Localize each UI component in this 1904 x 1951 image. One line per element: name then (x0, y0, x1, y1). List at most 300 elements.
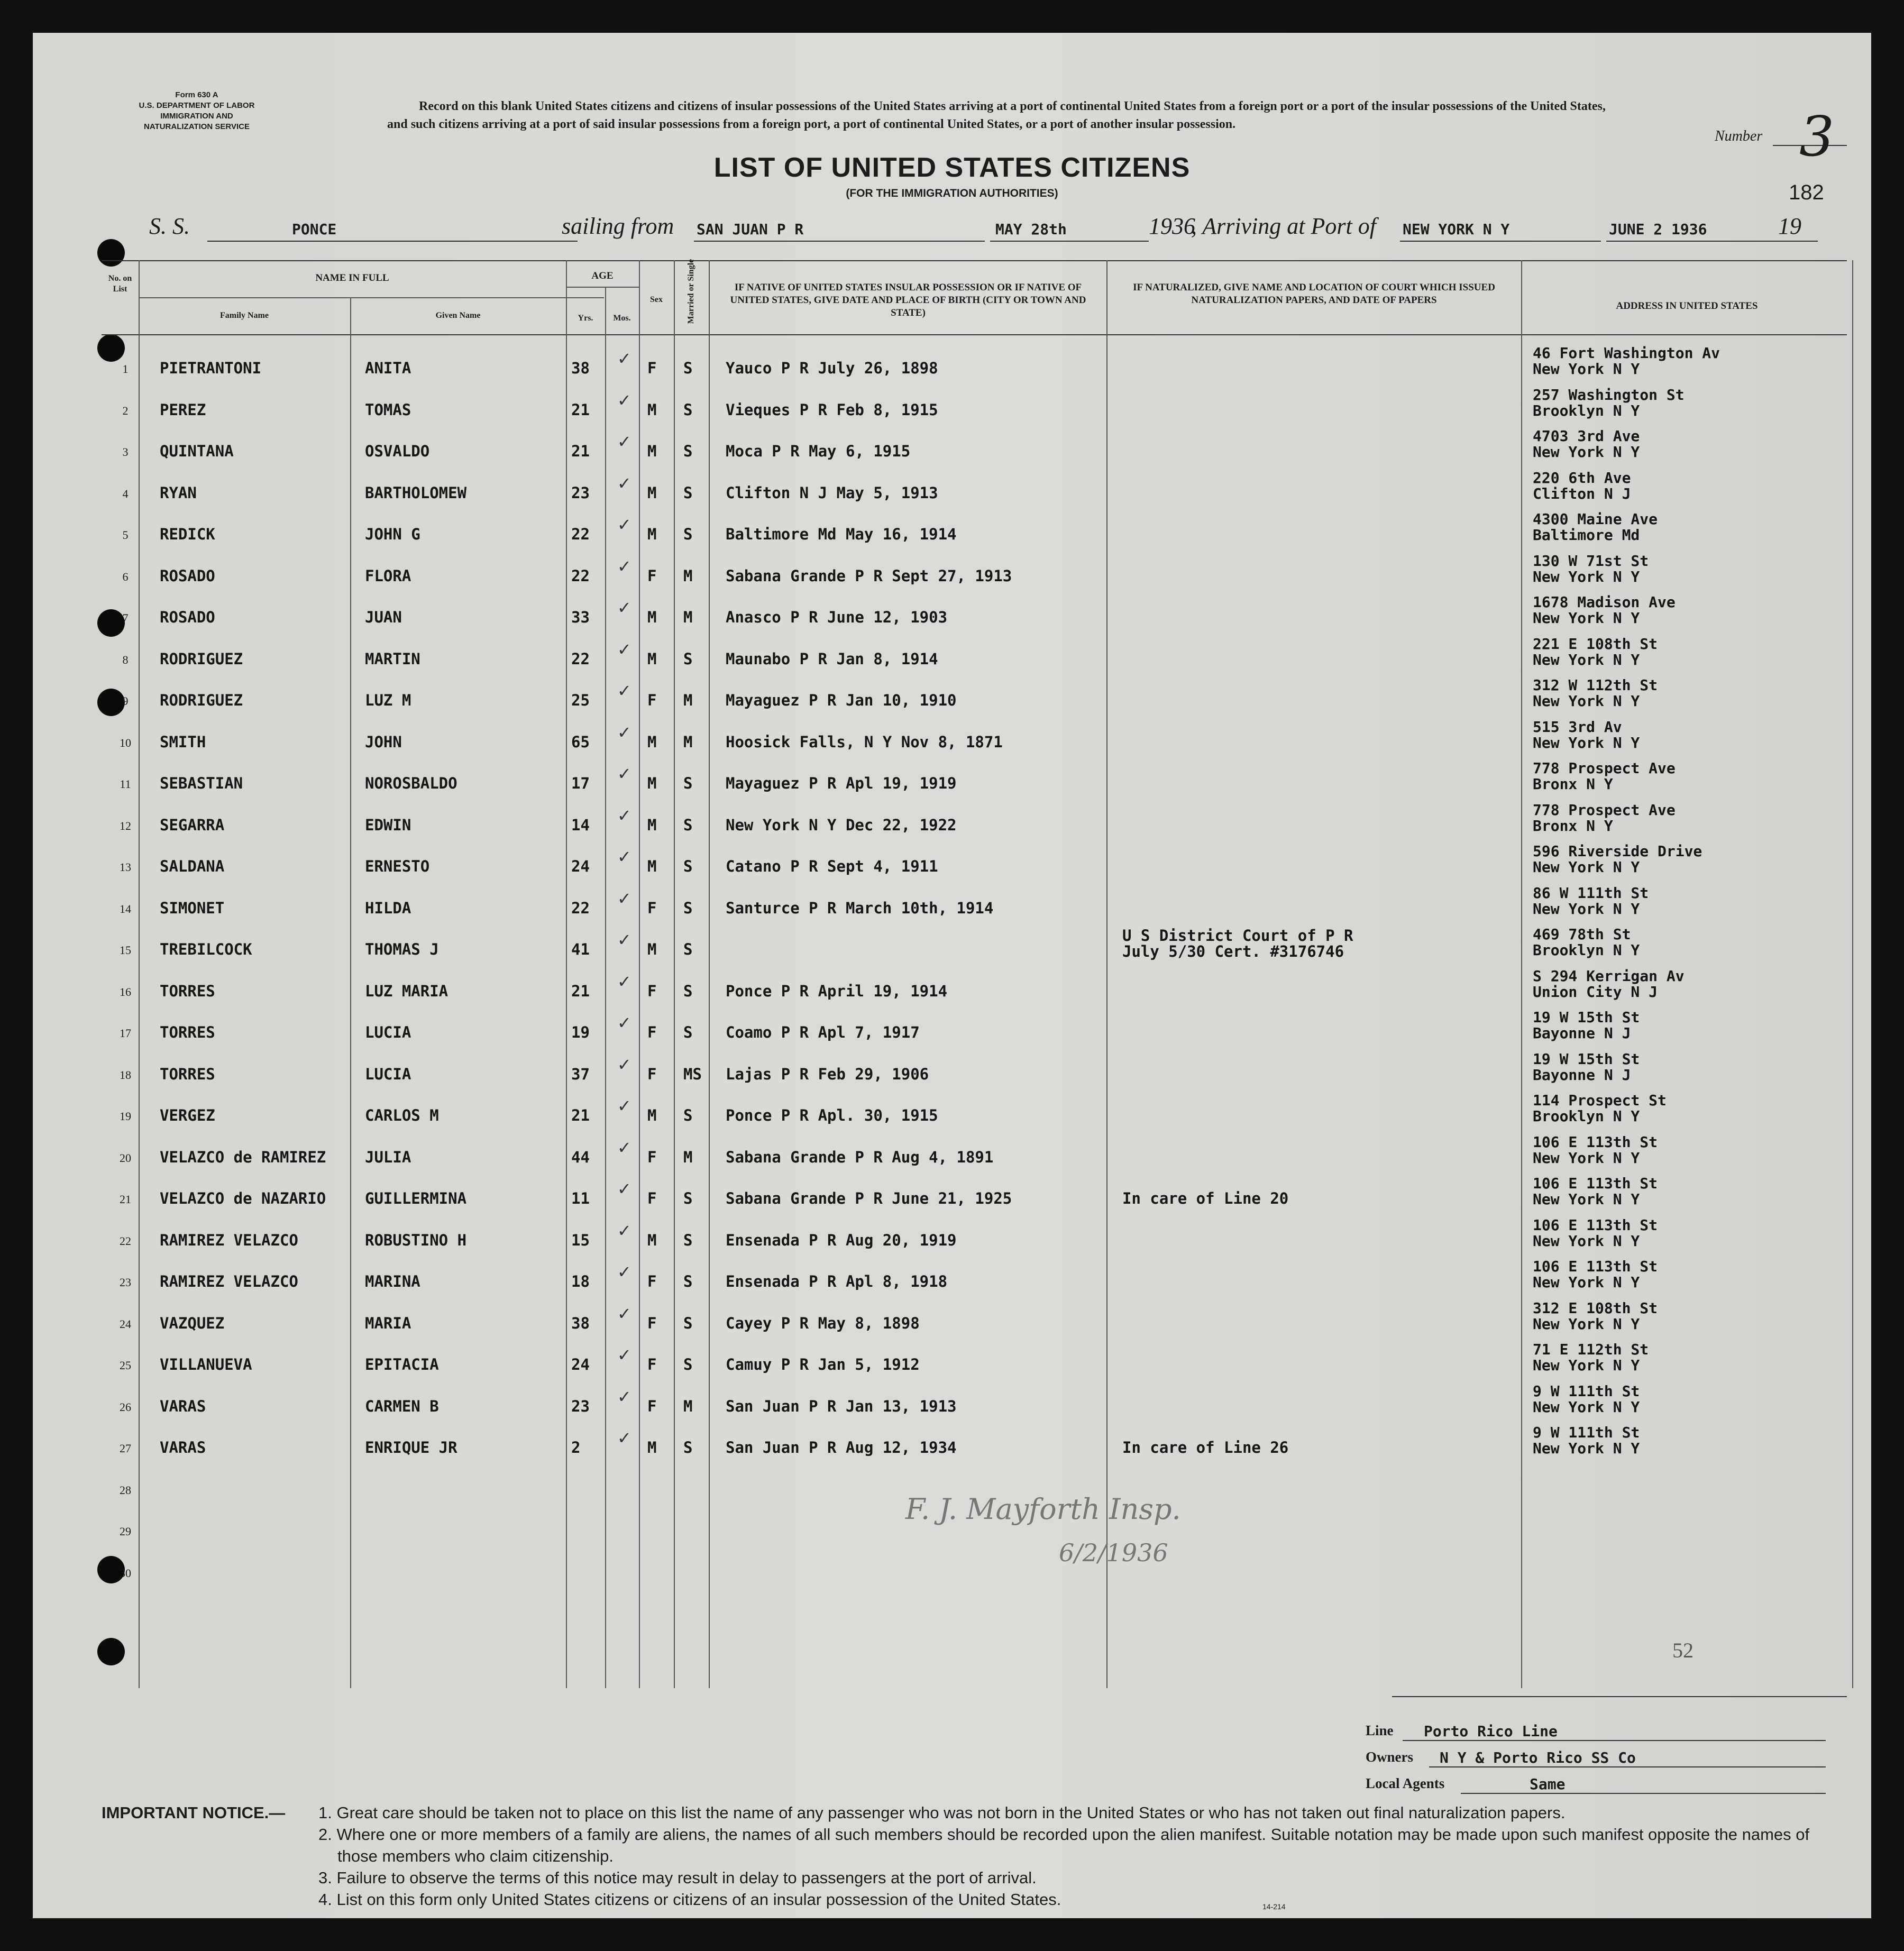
address-line-1: 130 W 71st St (1533, 552, 1649, 570)
age-years: 22 (571, 567, 590, 585)
arrival-port: NEW YORK N Y (1403, 221, 1510, 238)
birth-info: Santurce P R March 10th, 1914 (726, 899, 994, 917)
marital-status: S (683, 359, 693, 377)
intro-text: Record on this blank United States citizens and citizens of insular possessions of the United States arriving at a port of continental United States from a foreign port or a port of the insular possessions of the United States, and such citizens arriving at a port of said insular possessions from a foreign port, a port of continental United States, or a port of another insular possession. (387, 99, 1606, 131)
address-line-2: Brooklyn N Y (1533, 941, 1640, 959)
row-number: 29 (120, 1525, 131, 1538)
family-name: REDICK (160, 525, 215, 543)
check-mark-icon: ✓ (617, 1221, 631, 1241)
row-number: 30 (120, 1567, 131, 1580)
family-name: RAMIREZ VELAZCO (160, 1272, 298, 1290)
arriving-label: , Arriving at Port of (1191, 213, 1376, 239)
family-name: ROSADO (160, 608, 215, 626)
address-line-2: Bayonne N J (1533, 1066, 1631, 1084)
address-line-1: 1678 Madison Ave (1533, 593, 1676, 611)
age-years: 22 (571, 650, 590, 668)
notice-item: 2. Where one or more members of a family are aliens, the names of all such members should be recorded upon the alien manifest. Suitable notation may be made upon such manifest opposite the names of those members who claim citizenship. (318, 1825, 1810, 1865)
sex: M (647, 940, 657, 958)
address-line-2: New York N Y (1533, 692, 1640, 710)
address-line-1: 596 Riverside Drive (1533, 842, 1702, 860)
year-suffix: 19 (1778, 213, 1801, 239)
marital-status: S (683, 1314, 693, 1332)
sex: F (647, 1355, 657, 1373)
marital-status: S (683, 940, 693, 958)
stamp-number: 52 (1672, 1638, 1694, 1662)
notice-item: 3. Failure to observe the terms of this notice may result in delay to passengers at the port of arrival. (318, 1868, 1037, 1887)
binder-hole (97, 1638, 125, 1665)
agents-label: Local Agents (1366, 1775, 1445, 1791)
address-line-2: New York N Y (1533, 858, 1640, 876)
sex: F (647, 1397, 657, 1415)
row-number: 22 (120, 1234, 131, 1248)
address-line-1: 312 E 108th St (1533, 1299, 1658, 1317)
check-mark-icon: ✓ (617, 390, 631, 410)
col-no: No. on List (108, 274, 132, 294)
form-code: 14-214 (1262, 1902, 1286, 1911)
given-name: FLORA (365, 567, 411, 585)
page-title: LIST OF UNITED STATES CITIZENS (713, 152, 1191, 183)
address-line-1: 114 Prospect St (1533, 1092, 1667, 1109)
family-name: VARAS (160, 1397, 206, 1415)
marital-status: S (683, 650, 693, 668)
birth-info: Baltimore Md May 16, 1914 (726, 525, 957, 543)
binder-hole (97, 239, 125, 267)
address-line-1: 220 6th Ave (1533, 469, 1631, 487)
given-name: LUZ MARIA (365, 982, 448, 1000)
row-number: 1 (122, 362, 129, 375)
family-name: TORRES (160, 982, 215, 1000)
given-name: NOROSBALDO (365, 774, 457, 792)
sailing-date: MAY 28th (995, 221, 1067, 238)
row-number: 10 (120, 736, 131, 749)
sex: M (647, 1106, 657, 1124)
address-line-2: New York N Y (1533, 1315, 1640, 1333)
marital-status: S (683, 899, 693, 917)
check-mark-icon: ✓ (617, 1138, 631, 1158)
sex: M (647, 484, 657, 502)
address-line-1: 46 Fort Washington Av (1533, 344, 1720, 362)
birth-info: Catano P R Sept 4, 1911 (726, 857, 938, 875)
arrival-date: JUNE 2 1936 (1609, 221, 1707, 238)
marital-status: M (683, 567, 693, 585)
row-number: 6 (122, 570, 129, 583)
check-mark-icon: ✓ (617, 805, 631, 826)
address-line-2: Bayonne N J (1533, 1024, 1631, 1042)
age-years: 24 (571, 857, 590, 875)
sex: M (647, 816, 657, 834)
address-line-1: 4300 Maine Ave (1533, 510, 1658, 528)
address-line-1: 106 E 113th St (1533, 1133, 1658, 1151)
check-mark-icon: ✓ (617, 972, 631, 992)
address-line-2: Brooklyn N Y (1533, 1107, 1640, 1125)
given-name: MARTIN (365, 650, 420, 668)
age-years: 33 (571, 608, 590, 626)
address-line-2: New York N Y (1533, 734, 1640, 752)
given-name: ENRIQUE JR (365, 1439, 457, 1457)
family-name: VERGEZ (160, 1106, 215, 1124)
given-name: LUCIA (365, 1023, 411, 1041)
row-number: 17 (120, 1027, 131, 1040)
row-number: 18 (120, 1068, 131, 1082)
marital-status: M (683, 691, 693, 709)
age-years: 14 (571, 816, 590, 834)
check-mark-icon: ✓ (617, 598, 631, 618)
family-name: RODRIGUEZ (160, 650, 243, 668)
sex: F (647, 359, 657, 377)
address-line-1: 9 W 111th St (1533, 1424, 1640, 1441)
marital-status: M (683, 733, 693, 751)
number-label: Number (1715, 128, 1763, 144)
given-name: TOMAS (365, 401, 411, 419)
age-years: 25 (571, 691, 590, 709)
marital-status: S (683, 525, 693, 543)
family-name: TORRES (160, 1023, 215, 1041)
address-line-1: 469 78th St (1533, 926, 1631, 943)
given-name: GUILLERMINA (365, 1189, 467, 1207)
sailing-year: 1936 (1149, 213, 1195, 239)
check-mark-icon: ✓ (617, 1013, 631, 1033)
row-number: 2 (122, 404, 129, 417)
birth-info: Clifton N J May 5, 1913 (726, 484, 938, 502)
row-number: 14 (120, 902, 131, 915)
family-name: ROSADO (160, 567, 215, 585)
given-name: BARTHOLOMEW (365, 484, 467, 502)
birth-info: New York N Y Dec 22, 1922 (726, 816, 957, 834)
birth-info: San Juan P R Aug 12, 1934 (726, 1439, 957, 1457)
sex: F (647, 1148, 657, 1166)
family-name: RYAN (160, 484, 197, 502)
address-line-2: New York N Y (1533, 609, 1640, 627)
sex: F (647, 982, 657, 1000)
row-number: 16 (120, 985, 131, 999)
sex: M (647, 857, 657, 875)
notice-items (318, 1802, 1831, 1910)
svg-text:6/2/1936: 6/2/1936 (1059, 1538, 1168, 1567)
check-mark-icon: ✓ (617, 764, 631, 784)
family-name: RAMIREZ VELAZCO (160, 1231, 298, 1249)
address-line-2: New York N Y (1533, 360, 1640, 378)
address-line-1: S 294 Kerrigan Av (1533, 967, 1685, 985)
check-mark-icon: ✓ (617, 1055, 631, 1075)
marital-status: S (683, 1231, 693, 1249)
given-name: JUAN (365, 608, 402, 626)
address-line-1: 19 W 15th St (1533, 1050, 1640, 1068)
family-name: PIETRANTONI (160, 359, 262, 377)
check-mark-icon: ✓ (617, 847, 631, 867)
birth-info: Sabana Grande P R Aug 4, 1891 (726, 1148, 994, 1166)
given-name: ERNESTO (365, 857, 430, 875)
birth-info: Yauco P R July 26, 1898 (726, 359, 938, 377)
given-name: EPITACIA (365, 1355, 439, 1373)
naturalization-info: U S District Court of P R (1122, 927, 1353, 945)
given-name: LUCIA (365, 1065, 411, 1083)
given-name: MARINA (365, 1272, 420, 1290)
col-married-single: Married or Single (686, 259, 695, 324)
sex: F (647, 1189, 657, 1207)
row-number: 24 (120, 1317, 131, 1331)
birth-info: Moca P R May 6, 1915 (726, 442, 911, 460)
birth-info: Mayaguez P R Apl 19, 1919 (726, 774, 957, 792)
age-years: 38 (571, 1314, 590, 1332)
number-value: 3 (1799, 104, 1835, 169)
sex: F (647, 1023, 657, 1041)
marital-status: S (683, 401, 693, 419)
check-mark-icon: ✓ (617, 722, 631, 743)
inspector-signature (900, 1482, 1196, 1577)
row-number: 12 (120, 819, 131, 832)
address-line-1: 221 E 108th St (1533, 635, 1658, 653)
family-name: VELAZCO de NAZARIO (160, 1189, 326, 1207)
sex: M (647, 1439, 657, 1457)
birth-info: Coamo P R Apl 7, 1917 (726, 1023, 920, 1041)
check-mark-icon: ✓ (617, 473, 631, 493)
address-line-2: New York N Y (1533, 1190, 1640, 1208)
address-line-2: Bronx N Y (1533, 817, 1613, 835)
address-line-2: Brooklyn N Y (1533, 402, 1640, 419)
col-family-name: Family Name (220, 311, 269, 320)
table-top-border (102, 260, 1847, 261)
address-line-2: New York N Y (1533, 1440, 1640, 1457)
birth-info: Vieques P R Feb 8, 1915 (726, 401, 938, 419)
row-number: 15 (120, 944, 131, 957)
marital-status: S (683, 1272, 693, 1290)
check-mark-icon: ✓ (617, 681, 631, 701)
address-line-2: New York N Y (1533, 1274, 1640, 1291)
row-number: 25 (120, 1359, 131, 1372)
row-number: 7 (122, 611, 129, 625)
sailing-label: sailing from (562, 213, 674, 239)
sailing-from: SAN JUAN P R (697, 221, 804, 238)
family-name: VELAZCO de RAMIREZ (160, 1148, 326, 1166)
row-number: 28 (120, 1483, 131, 1497)
row-number: 26 (120, 1400, 131, 1414)
address-line-2: New York N Y (1533, 1232, 1640, 1250)
address-line-1: 778 Prospect Ave (1533, 801, 1676, 819)
row-number: 27 (120, 1442, 131, 1455)
agents-value: Same (1530, 1775, 1566, 1793)
address-line-2: New York N Y (1533, 900, 1640, 918)
family-name: SMITH (160, 733, 206, 751)
col-age: AGE (591, 270, 614, 281)
given-name: OSVALDO (365, 442, 430, 460)
marital-status: S (683, 1439, 693, 1457)
col-naturalized: IF NATURALIZED, GIVE NAME AND LOCATION OF COURT WHICH ISSUED NATURALIZATION PAPERS, AND DATE OF PAPERS (1133, 282, 1495, 306)
check-mark-icon: ✓ (617, 889, 631, 909)
family-name: TREBILCOCK (160, 940, 252, 958)
address-line-2: Union City N J (1533, 983, 1658, 1001)
naturalization-info: In care of Line 20 (1122, 1189, 1289, 1207)
family-name: VARAS (160, 1439, 206, 1457)
age-years: 37 (571, 1065, 590, 1083)
birth-info: Ponce P R April 19, 1914 (726, 982, 948, 1000)
owners-value: N Y & Porto Rico SS Co (1440, 1749, 1636, 1766)
address-line-1: 257 Washington St (1533, 386, 1685, 404)
marital-status: S (683, 1106, 693, 1124)
marital-status: S (683, 1355, 693, 1373)
address-line-2: New York N Y (1533, 1357, 1640, 1374)
family-name: SEBASTIAN (160, 774, 243, 792)
check-mark-icon: ✓ (617, 349, 631, 369)
row-number: 21 (120, 1193, 131, 1206)
marital-status: MS (683, 1065, 702, 1083)
age-years: 19 (571, 1023, 590, 1041)
address-line-1: 778 Prospect Ave (1533, 759, 1676, 777)
family-name: SIMONET (160, 899, 225, 917)
col-name-in-full: NAME IN FULL (315, 272, 389, 283)
birth-info: Ponce P R Apl. 30, 1915 (726, 1106, 938, 1124)
birth-info: Lajas P R Feb 29, 1906 (726, 1065, 929, 1083)
given-name: LUZ M (365, 691, 411, 709)
family-name: VAZQUEZ (160, 1314, 225, 1332)
row-number: 20 (120, 1151, 131, 1165)
address-line-2: New York N Y (1533, 1398, 1640, 1416)
address-line-1: 515 3rd Av (1533, 718, 1622, 736)
address-line-2: Clifton N J (1533, 485, 1631, 502)
birth-info: Camuy P R Jan 5, 1912 (726, 1355, 920, 1373)
row-number: 3 (122, 445, 129, 459)
sex: F (647, 1065, 657, 1083)
given-name: JOHN G (365, 525, 420, 543)
family-name: QUINTANA (160, 442, 234, 460)
address-line-1: 106 E 113th St (1533, 1258, 1658, 1275)
marital-status: S (683, 982, 693, 1000)
birth-info: Sabana Grande P R June 21, 1925 (726, 1189, 1012, 1207)
sex: F (647, 899, 657, 917)
page-number: 182 (1789, 181, 1824, 204)
form-identifier: Form 630 A U.S. DEPARTMENT OF LABOR IMMIGRATION AND NATURALIZATION SERVICE (139, 90, 255, 131)
header-bottom-border (102, 334, 1847, 335)
address-line-1: 19 W 15th St (1533, 1009, 1640, 1026)
row-number: 9 (122, 694, 129, 708)
col-yrs: Yrs. (578, 314, 593, 323)
sex: F (647, 691, 657, 709)
age-years: 11 (571, 1189, 590, 1207)
sex: M (647, 733, 657, 751)
col-birth: IF NATIVE OF UNITED STATES INSULAR POSSESSION OR IF NATIVE OF UNITED STATES, GIVE DATE AND PLACE OF BIRTH (CITY OR TOWN AND STATE) (730, 282, 1086, 318)
marital-status: M (683, 608, 693, 626)
marital-status: S (683, 484, 693, 502)
check-mark-icon: ✓ (617, 1304, 631, 1324)
given-name: MARIA (365, 1314, 411, 1332)
given-name: EDWIN (365, 816, 411, 834)
age-years: 21 (571, 442, 590, 460)
address-line-1: 106 E 113th St (1533, 1216, 1658, 1234)
row-number: 13 (120, 860, 131, 874)
family-name: SEGARRA (160, 816, 225, 834)
address-line-1: 9 W 111th St (1533, 1382, 1640, 1400)
age-years: 38 (571, 359, 590, 377)
age-years: 65 (571, 733, 590, 751)
sex: M (647, 774, 657, 792)
col-address: ADDRESS IN UNITED STATES (1616, 300, 1758, 312)
age-years: 23 (571, 1397, 590, 1415)
sex: M (647, 442, 657, 460)
row-number: 11 (120, 777, 131, 791)
notice-label: IMPORTANT NOTICE.— (102, 1803, 286, 1822)
owners-label: Owners (1366, 1749, 1413, 1765)
marital-status: S (683, 1189, 693, 1207)
birth-info: Anasco P R June 12, 1903 (726, 608, 948, 626)
address-line-1: 86 W 111th St (1533, 884, 1649, 902)
notice-item: 1. Great care should be taken not to place on this list the name of any passenger who was not born in the United States or who has not taken out final naturalization papers. (318, 1803, 1566, 1822)
check-mark-icon: ✓ (617, 1262, 631, 1282)
row-number: 4 (122, 487, 129, 500)
birth-info: Mayaguez P R Jan 10, 1910 (726, 691, 957, 709)
check-mark-icon: ✓ (617, 1096, 631, 1116)
given-name: ANITA (365, 359, 411, 377)
address-line-2: New York N Y (1533, 443, 1640, 461)
age-years: 2 (571, 1439, 581, 1457)
page-subtitle: (FOR THE IMMIGRATION AUTHORITIES) (846, 187, 1058, 199)
address-line-2: New York N Y (1533, 568, 1640, 585)
birth-info: Hoosick Falls, N Y Nov 8, 1871 (726, 733, 1003, 751)
line-label: Line (1366, 1723, 1394, 1738)
check-mark-icon: ✓ (617, 1387, 631, 1407)
family-name: PEREZ (160, 401, 206, 419)
age-years: 41 (571, 940, 590, 958)
address-line-1: 71 E 112th St (1533, 1341, 1649, 1358)
svg-text:F. J. Mayforth Insp.: F. J. Mayforth Insp. (905, 1492, 1181, 1526)
address-line-2: Baltimore Md (1533, 526, 1640, 544)
birth-info: Ensenada P R Apl 8, 1918 (726, 1272, 948, 1290)
row-number: 23 (120, 1276, 131, 1289)
address-line-1: 4703 3rd Ave (1533, 427, 1640, 445)
family-name: TORRES (160, 1065, 215, 1083)
address-line-2: Bronx N Y (1533, 775, 1613, 793)
family-name: VILLANUEVA (160, 1355, 252, 1373)
sex: F (647, 1272, 657, 1290)
age-years: 21 (571, 1106, 590, 1124)
address-line-1: 106 E 113th St (1533, 1175, 1658, 1192)
birth-info: Sabana Grande P R Sept 27, 1913 (726, 567, 1012, 585)
age-years: 22 (571, 899, 590, 917)
marital-status: S (683, 816, 693, 834)
marital-status: S (683, 857, 693, 875)
manifest-sheet (33, 33, 1871, 1918)
given-name: HILDA (365, 899, 411, 917)
given-name: ROBUSTINO H (365, 1231, 467, 1249)
given-name: JULIA (365, 1148, 411, 1166)
row-number: 5 (122, 528, 129, 542)
birth-info: San Juan P R Jan 13, 1913 (726, 1397, 957, 1415)
col-mos: Mos. (613, 314, 631, 323)
address-line-2: New York N Y (1533, 1149, 1640, 1167)
given-name: THOMAS J (365, 940, 439, 958)
birth-info: Cayey P R May 8, 1898 (726, 1314, 920, 1332)
naturalization-info: In care of Line 26 (1122, 1439, 1289, 1457)
age-years: 21 (571, 401, 590, 419)
age-years: 15 (571, 1231, 590, 1249)
marital-status: S (683, 1023, 693, 1041)
sex: M (647, 1231, 657, 1249)
sex: M (647, 401, 657, 419)
ss-label: S. S. (149, 213, 190, 239)
age-years: 21 (571, 982, 590, 1000)
line-value: Porto Rico Line (1424, 1723, 1558, 1740)
check-mark-icon: ✓ (617, 515, 631, 535)
marital-status: S (683, 774, 693, 792)
sex: F (647, 567, 657, 585)
age-years: 44 (571, 1148, 590, 1166)
sex: F (647, 1314, 657, 1332)
age-years: 23 (571, 484, 590, 502)
sex: M (647, 650, 657, 668)
check-mark-icon: ✓ (617, 432, 631, 452)
row-number: 8 (122, 653, 129, 666)
given-name: CARMEN B (365, 1397, 439, 1415)
check-mark-icon: ✓ (617, 1179, 631, 1199)
marital-status: M (683, 1148, 693, 1166)
